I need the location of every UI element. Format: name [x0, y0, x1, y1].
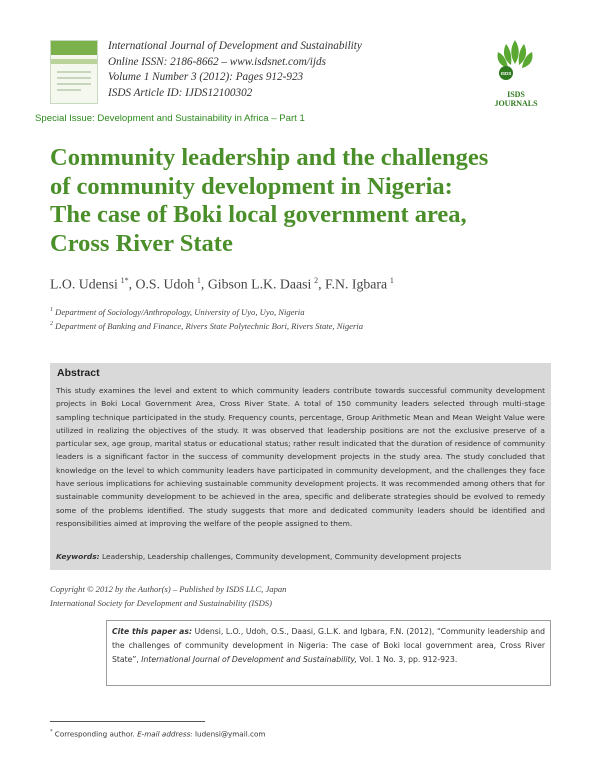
- footnote-divider: [50, 721, 205, 722]
- copyright-notice: Copyright © 2012 by the Author(s) – Published by ISDS LLC, Japan International Society for Development and Sustainability (ISDS): [50, 584, 287, 608]
- title-line: Cross River State: [50, 229, 233, 257]
- title-line: of community development in Nigeria:: [50, 172, 453, 200]
- author-name: Gibson L.K. Daasi: [207, 276, 312, 292]
- abstract-text: This study examines the level and extent to which community leaders contribute towards successful community development projects in Boki Local Government Area, Cross River State. A total of 150 community leaders selected through multi-stage sampling technique participated in the study. Frequency counts, percentage, Group Arithmetic Mean and Mean Weight Value were utilized in realizing the objectives of the study. It was observed that leadership positions are not the exclusive preserve of a particular sex, age group, marital status or educational status; rather result indicated that the duration of residence of community leaders is a significant factor in the success of community development projects in the study area. The study concluded that knowledge on the level to which community leaders have participated in community development, and the challenges they face have serious implications for achieving sustainable community development projects. It was recommended among others that for sustainable community development to be achieved in the area, specific and deliberate strategies should be evolved to remedy some of the problems identified. The study suggests that more and dedicated community leaders should be identified and responsibilities aimed at improving the welfare of the people assigned to them.: [56, 386, 545, 528]
- author-affil-mark: 1: [389, 276, 394, 285]
- citation-label: Cite this paper as:: [112, 627, 193, 636]
- citation-text: Cite this paper as: Udensi, L.O., Udoh, O.S., Daasi, G.L.K. and Igbara, F.N. (2012), “Community leadership and the challenges of community development in Nigeria: The case of Boki local government area, Cross River State”, International Journal of Development and Sustainability, Vol. 1 No. 3, pp. 912-923.: [112, 627, 545, 664]
- author-affil-mark: 2: [314, 276, 319, 285]
- paper-title: [50, 144, 570, 258]
- citation-journal: International Journal of Development and Sustainability,: [141, 654, 357, 664]
- keywords-label: Keywords:: [56, 552, 100, 561]
- title-line: Community leadership and the challenges: [50, 144, 489, 171]
- journal-header-info: [108, 39, 362, 101]
- title-line: The case of Boki local government area,: [50, 201, 467, 228]
- author-name: O.S. Udoh: [135, 276, 195, 292]
- abstract-heading: Abstract: [57, 367, 100, 379]
- keywords-list: Leadership, Leadership challenges, Community development, Community development projects: [102, 552, 462, 561]
- keywords: [56, 552, 545, 561]
- logo-badge-text: ISDS: [500, 71, 512, 76]
- author-affil-mark: 1: [196, 276, 201, 285]
- author-name: L.O. Udensi: [50, 276, 118, 292]
- author-affil-mark: 1*: [120, 276, 129, 285]
- article-id: ISDS Article ID: IJDS12100302: [108, 86, 253, 99]
- author-email[interactable]: ludensi@ymail.com: [195, 729, 266, 739]
- special-issue-line: Special Issue: Development and Sustainability in Africa – Part 1: [35, 113, 305, 124]
- journal-cover-image: [50, 40, 98, 104]
- volume-line: Volume 1 Number 3 (2012): Pages 912-923: [108, 71, 304, 83]
- author-name: F.N. Igbara: [324, 276, 388, 292]
- journal-name: International Journal of Development and Sustainability: [108, 40, 362, 52]
- author-list: L.O. Udensi $^{1*}$, O.S. Udoh $^1$, Gibson L.K. Daasi $^2$, F.N. Igbara $^1$: [50, 276, 394, 292]
- issn-line: Online ISSN: 2186-8662 – www.isdsnet.com/ijds: [108, 55, 326, 68]
- affiliation: $^1$ Department of Sociology/Anthropology, University of Uyo, Uyo, Nigeria: [50, 307, 305, 317]
- affiliation: $^2$ Department of Banking and Finance, Rivers State Polytechnic Bori, Rivers State, Nigeria: [50, 321, 364, 331]
- corresponding-author-footnote: * Corresponding author. E-mail address: ludensi@ymail.com: [50, 729, 266, 739]
- logo-caption: ISDS JOURNALS: [494, 90, 538, 108]
